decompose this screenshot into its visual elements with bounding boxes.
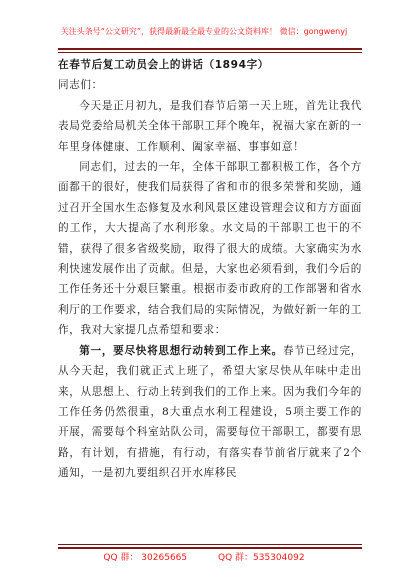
paragraph-text: 春节已经过完，从今天起，我们就正式上班了，希望大家尽快从年味中走出来，从思想上、行动上转到我们的工作上来。因为我们今年的工作任务仍然很重，8大重点水利工程建设，5项主要工作的开展，需要每个科室站队公司，需要每位干部职工，都要有思路，有计划，有措施，有行动，有落实春节前省厅就来了2个通知，一是初九要组织召开水库移民 [58,344,362,480]
document-title: 在春节后复工动员会上的讲话（1894字） [58,59,269,71]
header-rule-thin [58,52,362,53]
footer-contact [0,550,408,563]
paragraph-greeting [58,96,362,157]
paragraph-lead: 第一，要尽快将思想行动转到工作上来。 [79,344,283,357]
document-body [58,55,362,484]
promo-banner: 关注头条号“公文研究”，获得最新最全最专业的公文资料库！ 微信：gongwenyj [60,27,348,36]
paragraph-point-one [58,341,362,484]
footer-qq-group-1: QQ 群： 30265665 [103,553,188,563]
footer-qq-group-2: QQ 群：535304092 [218,553,305,563]
paragraph-text: 同志们，过去的一年，全体干部职工都积极工作，各个方面都干的很好，使我们局获得了省和市的很多荣誉和奖励，通过召开全国水生态修复及水利风景区建设管理会议和方方面面的工作，大大提高了水利形象。水文局的干部职工也干的不错，获得了很多省级奖励，取得了很大的成绩。大家确实为水利快速发展作出了贡献。但是，大家也必须看到，我们今后的工作任务还十分艰巨繁重。根据市委市政府的工作部署和省水利厅的工作要求，结合我们局的实际情况，为做好新一年的工作，我对大家提几点希望和要求： [58,161,362,337]
header-rule-thick [58,48,362,50]
footer-rule-thin [58,544,362,545]
paragraph-review [58,157,362,341]
footer-rule-thick [58,547,362,549]
paragraph-text: 今天是正月初九，是我们春节后第一天上班，首先让我代表局党委给局机关全体干部职工拜个晚年，祝福大家在新的一年里身体健康、工作顺利、阖家幸福、事事如意！ [58,99,362,153]
salutation: 同志们： [58,79,103,92]
